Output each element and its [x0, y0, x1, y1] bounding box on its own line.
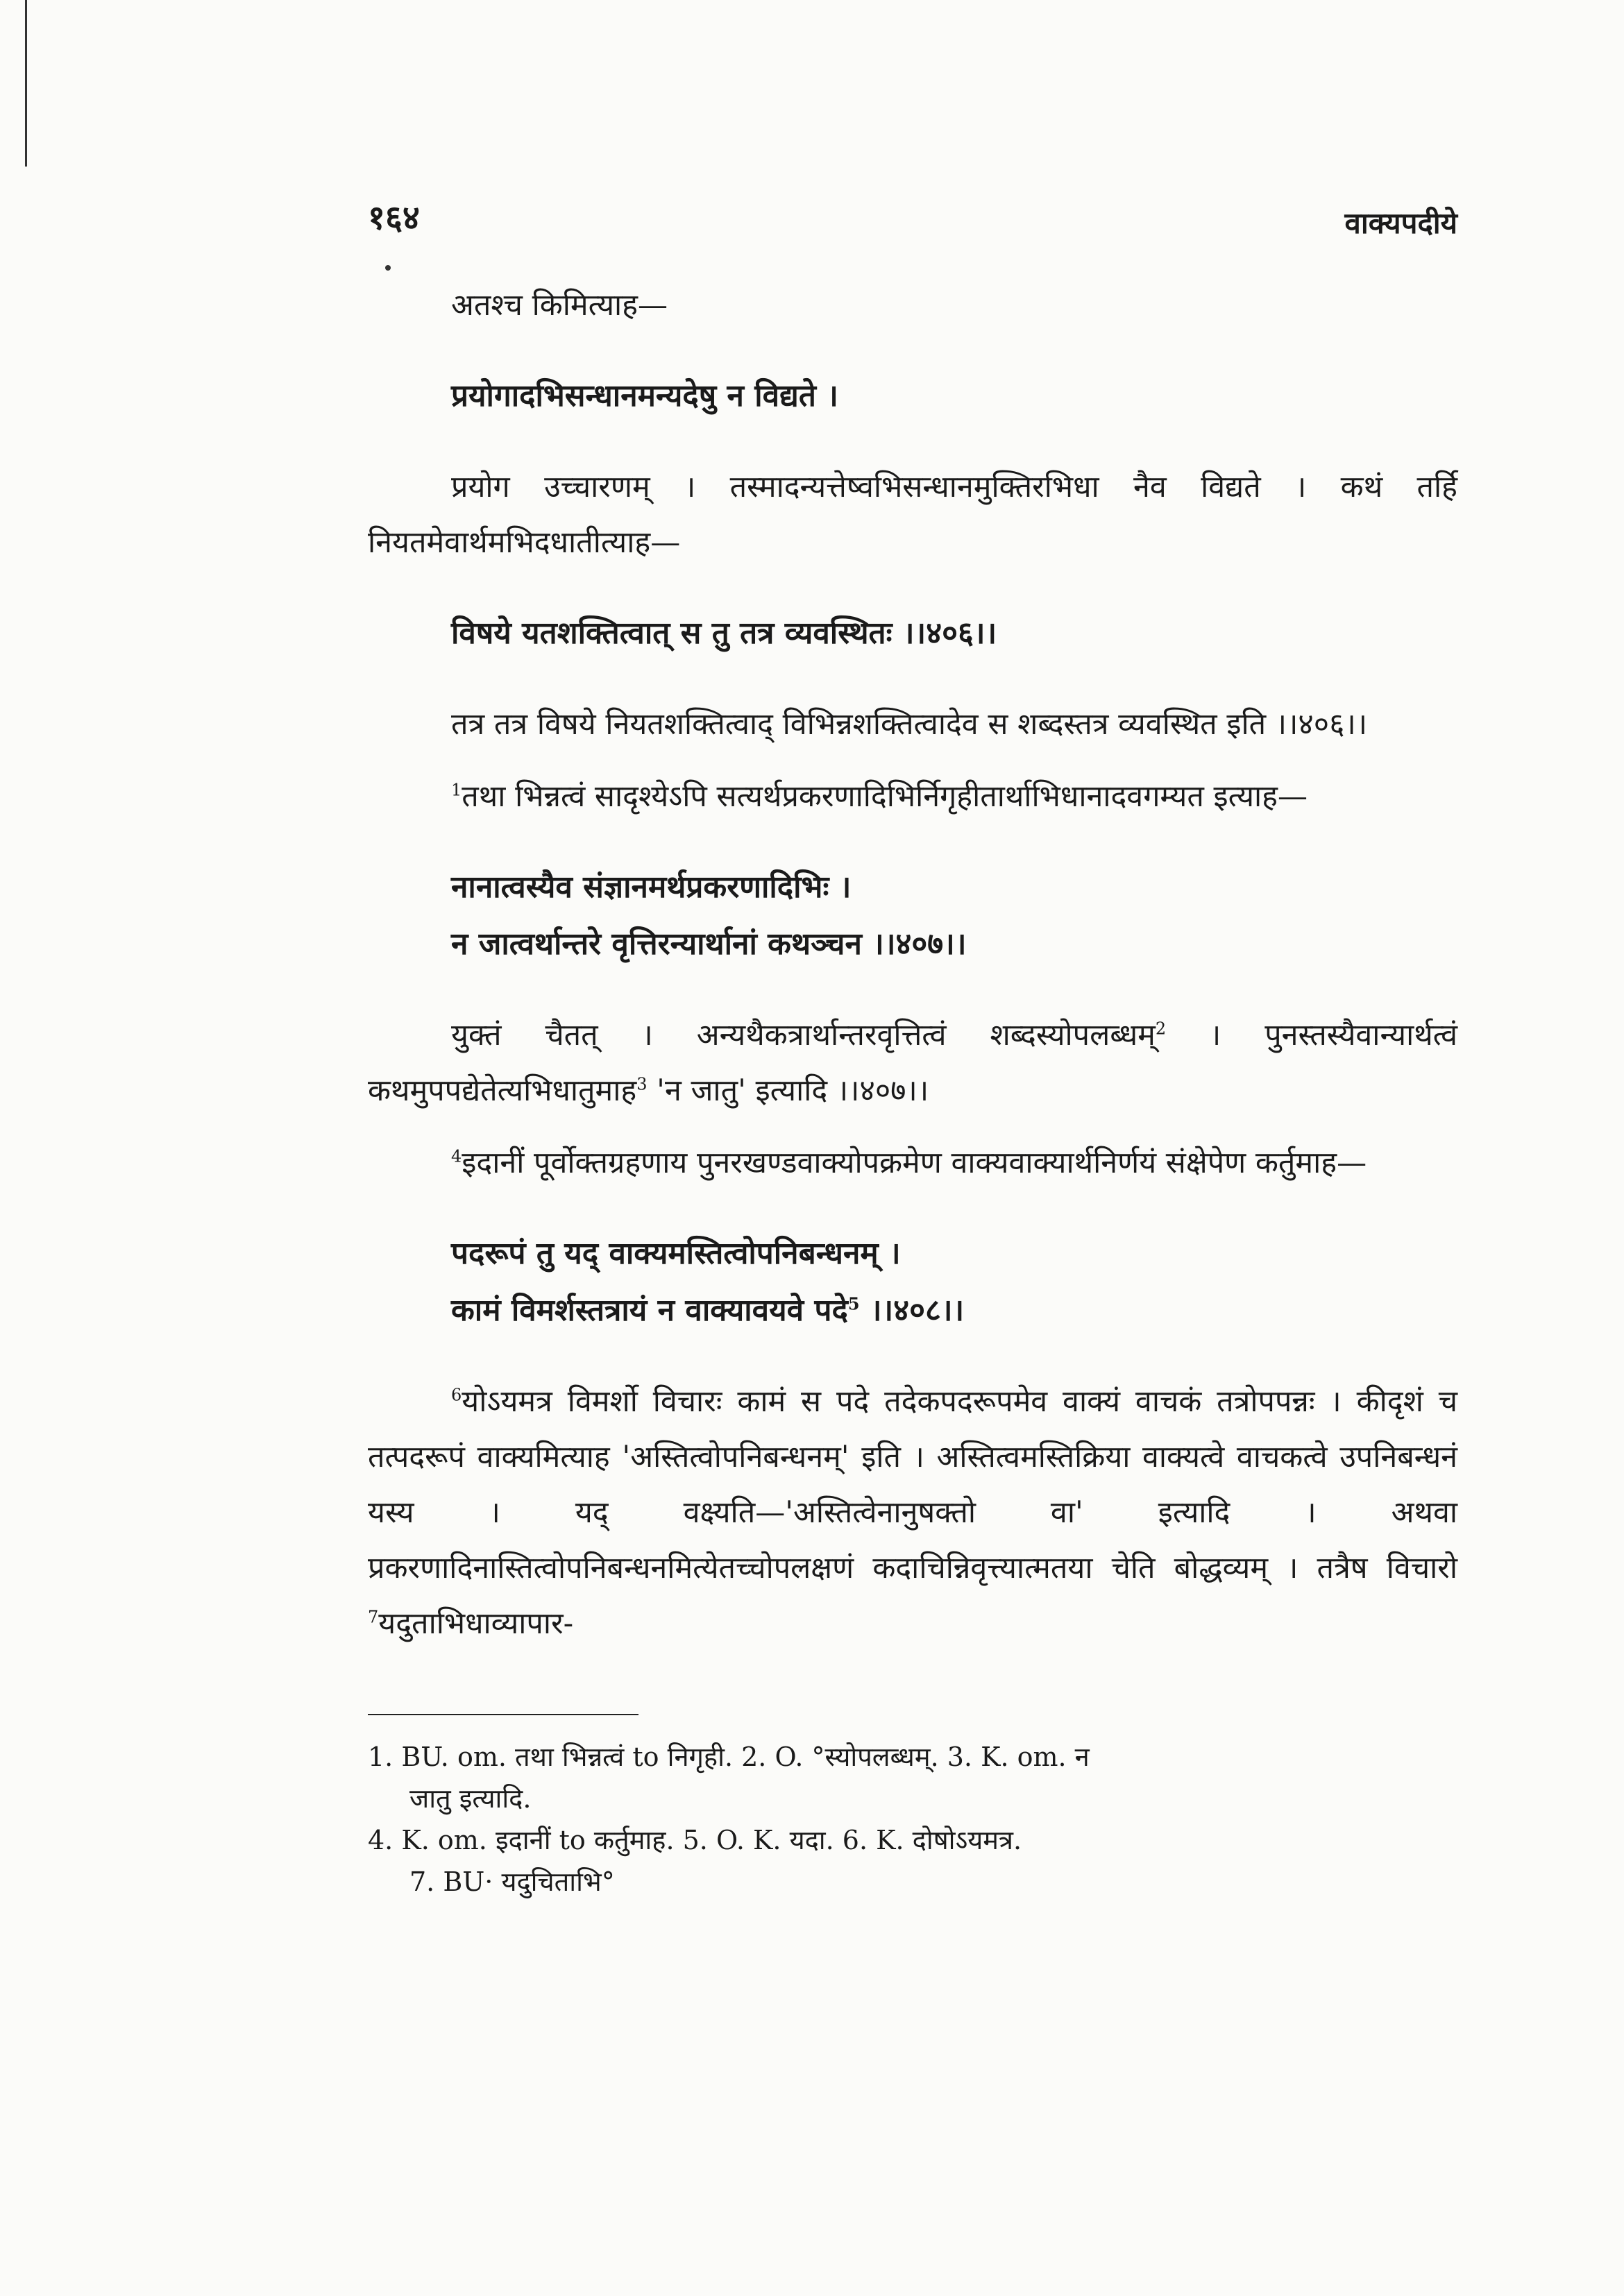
footnote-marker: 5	[847, 1293, 860, 1314]
commentary-text: यदुताभिधाव्यापार-	[378, 1606, 574, 1641]
verse-4b	[368, 1282, 1457, 1339]
commentary-text: । पुनस्तस्यैवान्यार्थत्वं कथमुपपद्येतेत्यभिधातुमाह	[368, 1018, 1457, 1108]
footnote-marker: 2	[1155, 1019, 1167, 1039]
commentary-para-1: प्रयोग उच्चारणम् । तस्मादन्यत्तेष्वभिसन्धानमुक्तिरभिधा नैव विद्यते । कथं तर्हि नियतमेवार्थमभिदधातीत्याह—	[368, 470, 1457, 560]
footnote-marker: 1	[451, 780, 462, 800]
footnotes	[368, 1736, 1457, 1903]
running-head: वाक्यपदीये	[1344, 206, 1457, 240]
page	[368, 187, 1457, 1903]
verse-number: ।।४०८।।	[859, 1293, 965, 1328]
commentary-text: इदानीं पूर्वोक्तग्रहणाय पुनरखण्डवाक्योपक्रमेण वाक्यवाक्यार्थनिर्णयं संक्षेपेण कर्तुमाह—	[462, 1146, 1367, 1180]
intro-line: अतश्च किमित्याह—	[451, 288, 668, 323]
footnote-line-3: 7. BU· यदुचिताभि°	[409, 1866, 615, 1897]
footnote-marker: 4	[451, 1146, 462, 1166]
commentary-text: तथा भिन्नत्वं सादृश्येऽपि सत्यर्थप्रकरणादिभिर्निगृहीतार्थाभिधानादवगम्यत इत्याह—	[462, 779, 1308, 814]
verse-text: कामं विमर्शस्तत्रायं न वाक्यावयवे पदे	[451, 1293, 848, 1328]
ink-dot	[385, 265, 391, 271]
page-number: १६४	[368, 198, 420, 237]
commentary-para-6	[368, 1374, 1457, 1651]
verse-3b: न जात्वर्थान्तरे वृत्तिरन्यार्थानां कथञ्चन ।।४०७।।	[451, 926, 967, 962]
commentary-para-2: तत्र तत्र विषये नियतशक्तित्वाद् विभिन्नशक्तित्वादेव स शब्दस्तत्र व्यवस्थित इति ।।४०६।।	[451, 707, 1368, 742]
footnote-marker: 6	[451, 1385, 462, 1405]
commentary-para-4	[368, 1007, 1457, 1119]
footnote-rule	[368, 1714, 638, 1715]
footnote-line-1-cont: जातु इत्यादि.	[409, 1783, 532, 1814]
verse-2: विषये यतशक्तित्वात् स तु तत्र व्यवस्थितः ।।४०६।।	[451, 615, 997, 651]
page-header	[368, 187, 1457, 264]
commentary-text: योऽयमत्र विमर्शो विचारः कामं स पदे तदेकपदरूपमेव वाक्यं वाचकं तत्रोपपन्नः । कीदृशं च तत्पदरूपं वाक्यमित्याह 'अस्तित्वोपनिबन्धनम्' इति । अस्तित्वमस्तिक्रिया वाक्यत्वे वाचकत्वे उपनिबन्धनं यस्य । यद् वक्ष्यति—'अस्तित्वेनानुषक्तो वा' इत्यादि । अथवा प्रकरणादिनास्तित्वोपनिबन्धनमित्येतच्चोपलक्षणं कदाचिन्निवृत्त्यात्मतया चेति बोद्धव्यम् । तत्रैष विचारो	[368, 1384, 1457, 1585]
footnote-marker: 7	[368, 1607, 379, 1627]
commentary-para-3	[368, 769, 1457, 824]
verse-4a: पदरूपं तु यद् वाक्यमस्तित्वोपनिबन्धनम् ।	[451, 1236, 901, 1271]
verse-1: प्रयोगादभिसन्धानमन्यदेषु न विद्यते ।	[451, 378, 838, 414]
binding-edge-line	[25, 0, 27, 167]
footnote-marker: 3	[636, 1074, 648, 1094]
footnote-line-2: 4. K. om. इदानीं to कर्तुमाह. 5. O. K. यदा. 6. K. दोषोऽयमत्र.	[368, 1825, 1022, 1855]
commentary-para-5	[368, 1135, 1457, 1191]
verse-3a: नानात्वस्यैव संज्ञानमर्थप्रकरणादिभिः ।	[451, 869, 852, 905]
commentary-text: युक्तं चैतत् । अन्यथैकत्रार्थान्तरवृत्तित्वं शब्दस्योपलब्धम्	[451, 1018, 1156, 1053]
commentary-text: 'न जातु' इत्यादि ।।४०७।।	[647, 1073, 929, 1108]
footnote-line-1: 1. BU. om. तथा भिन्नत्वं to निगृही. 2. O. °स्योपलब्धम्. 3. K. om. न	[368, 1742, 1090, 1772]
